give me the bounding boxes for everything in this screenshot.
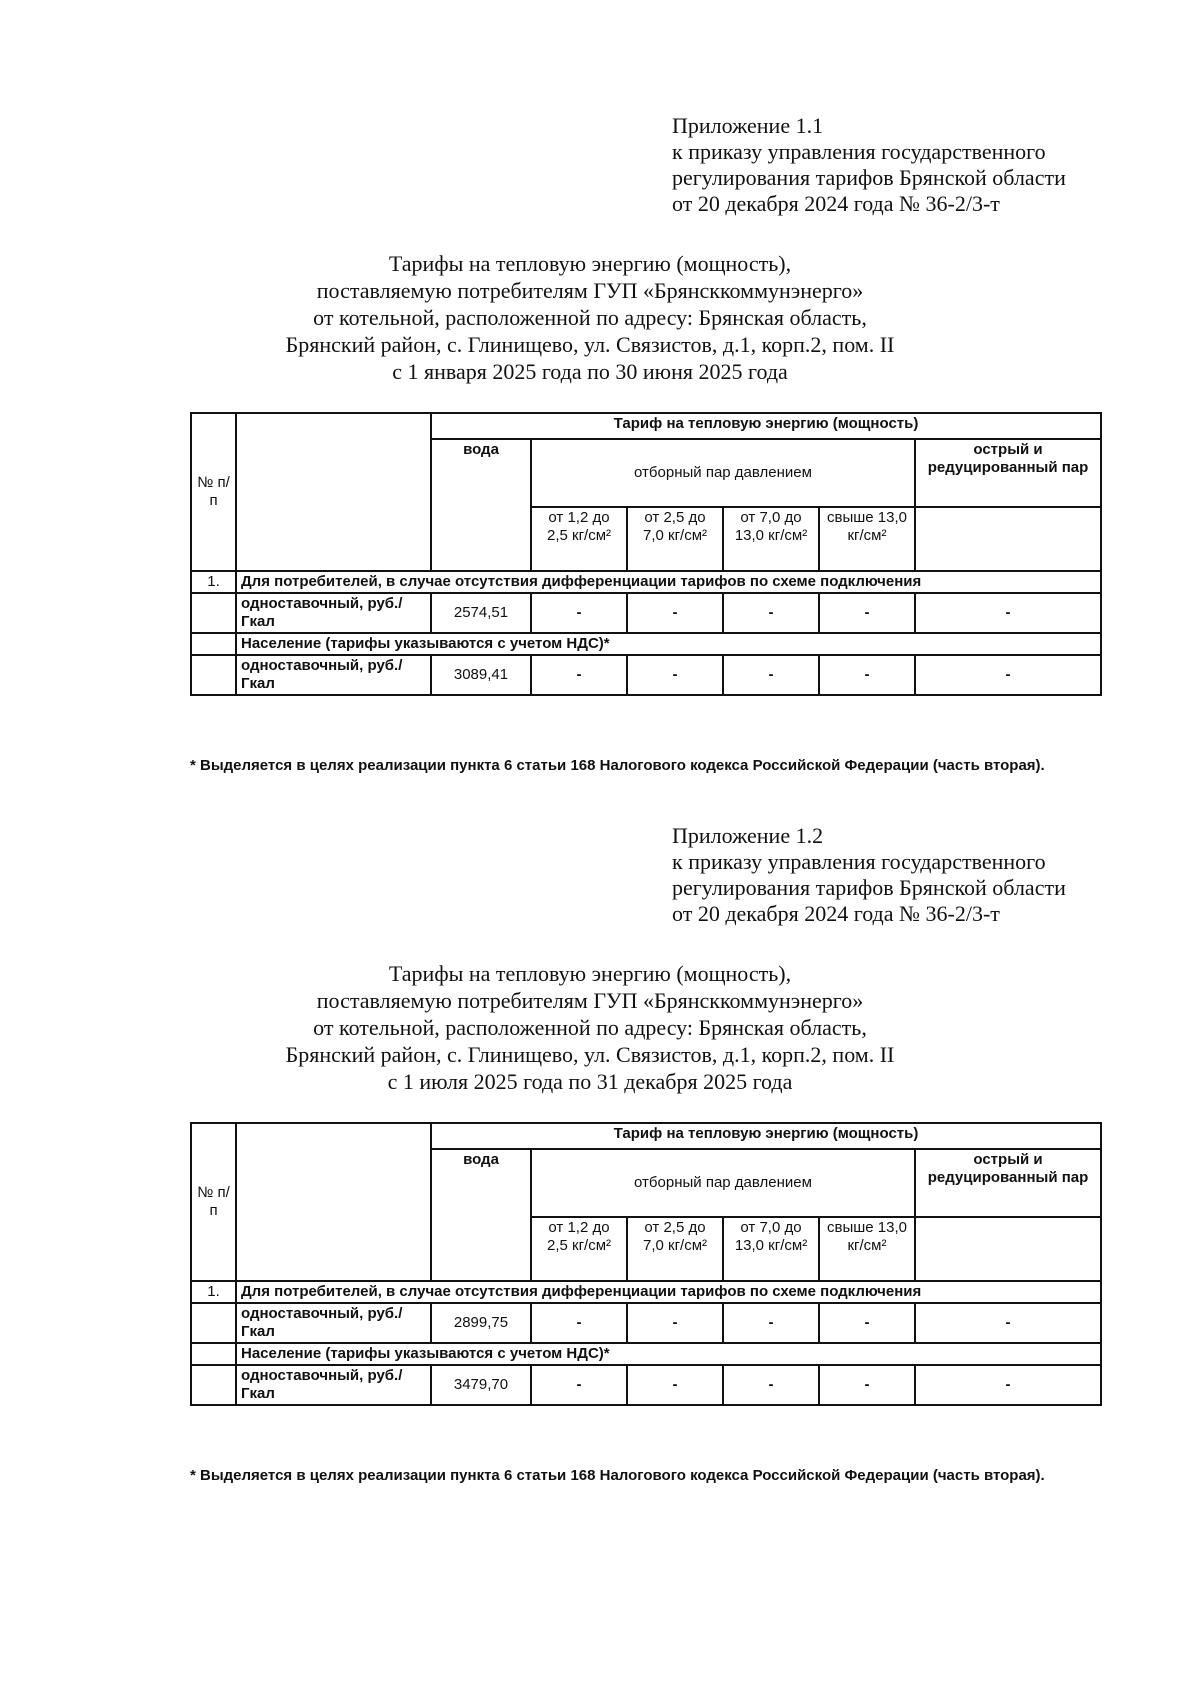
tariff-header: Тариф на тепловую энергию (мощность): [431, 1123, 1101, 1149]
pressure-1-header: от 1,2 до 2,5 кг/см²: [531, 507, 627, 571]
steam-header: отборный пар давлением: [531, 1149, 915, 1217]
sharp-steam-header: острый и редуцированный пар: [915, 1149, 1101, 1217]
appendix-line: регулирования тарифов Брянской области: [672, 165, 1066, 190]
dash-cell: -: [531, 593, 627, 633]
title-period: с 1 июля 2025 года по 31 декабря 2025 года: [387, 1069, 793, 1094]
sharp-steam-empty: [915, 507, 1101, 571]
consumer-group-row: Для потребителей, в случае отсутствия дифференциации тарифов по схеме подключения: [236, 1281, 1101, 1303]
title-line: Брянский район, с. Глинищево, ул. Связистов, д.1, корп.2, пом. II: [285, 1042, 895, 1067]
empty-cell: [191, 1303, 236, 1343]
appendix-line: от 20 декабря 2024 года № 36-2/3-т: [672, 901, 1000, 926]
pressure-1-header: от 1,2 до 2,5 кг/см²: [531, 1217, 627, 1281]
empty-cell: [191, 593, 236, 633]
sharp-steam-header: острый и редуцированный пар: [915, 439, 1101, 507]
row-number: 1.: [191, 1281, 236, 1303]
col-number-header: № п/п: [191, 1123, 236, 1281]
dash-cell: -: [915, 593, 1101, 633]
title-line: от котельной, расположенной по адресу: Брянская область,: [313, 305, 867, 330]
rate-label: одноставочный, руб./Гкал: [236, 1365, 431, 1405]
dash-cell: -: [627, 655, 723, 695]
pressure-3-header: от 7,0 до 13,0 кг/см²: [723, 507, 819, 571]
appendix-number: Приложение 1.2: [672, 823, 824, 848]
dash-cell: -: [915, 1365, 1101, 1405]
pressure-2-header: от 2,5 до 7,0 кг/см²: [627, 1217, 723, 1281]
footnote: * Выделяется в целях реализации пункта 6 статьи 168 Налогового кодекса Российской Федерации (часть вторая).: [190, 757, 1045, 774]
title-line: поставляемую потребителям ГУП «Брянсккоммунэнерго»: [316, 988, 864, 1013]
row-number: 1.: [191, 571, 236, 593]
appendix-line: к приказу управления государственного: [672, 849, 1046, 874]
title-line: поставляемую потребителям ГУП «Брянсккоммунэнерго»: [316, 278, 864, 303]
water-rate-value: 3479,70: [431, 1365, 531, 1405]
empty-cell: [191, 633, 236, 655]
document-title: [200, 960, 980, 1095]
dash-cell: -: [723, 1303, 819, 1343]
population-row: Население (тарифы указываются с учетом НДС)*: [236, 633, 1101, 655]
water-header: вода: [431, 1149, 531, 1281]
title-line: от котельной, расположенной по адресу: Брянская область,: [313, 1015, 867, 1040]
tariff-header: Тариф на тепловую энергию (мощность): [431, 413, 1101, 439]
pressure-4-header: свыше 13,0 кг/см²: [819, 1217, 915, 1281]
dash-cell: -: [819, 1303, 915, 1343]
population-row: Население (тарифы указываются с учетом НДС)*: [236, 1343, 1101, 1365]
title-line: Тарифы на тепловую энергию (мощность),: [388, 251, 792, 276]
appendix-line: от 20 декабря 2024 года № 36-2/3-т: [672, 191, 1000, 216]
col-name-header: [236, 1123, 431, 1281]
rate-label: одноставочный, руб./Гкал: [236, 1303, 431, 1343]
steam-header: отборный пар давлением: [531, 439, 915, 507]
dash-cell: -: [627, 593, 723, 633]
tariff-table: [190, 412, 1102, 696]
dash-cell: -: [723, 593, 819, 633]
dash-cell: -: [819, 593, 915, 633]
rate-label: одноставочный, руб./Гкал: [236, 655, 431, 695]
water-rate-value: 2899,75: [431, 1303, 531, 1343]
footnote: * Выделяется в целях реализации пункта 6 статьи 168 Налогового кодекса Российской Федерации (часть вторая).: [190, 1467, 1045, 1484]
tariff-table: [190, 1122, 1102, 1406]
col-name-header: [236, 413, 431, 571]
water-rate-value: 2574,51: [431, 593, 531, 633]
consumer-group-row: Для потребителей, в случае отсутствия дифференциации тарифов по схеме подключения: [236, 571, 1101, 593]
pressure-4-header: свыше 13,0 кг/см²: [819, 507, 915, 571]
empty-cell: [191, 1365, 236, 1405]
dash-cell: -: [723, 655, 819, 695]
pressure-3-header: от 7,0 до 13,0 кг/см²: [723, 1217, 819, 1281]
document-title: [200, 250, 980, 385]
dash-cell: -: [819, 1365, 915, 1405]
dash-cell: -: [723, 1365, 819, 1405]
dash-cell: -: [915, 655, 1101, 695]
appendix-header: [672, 823, 1066, 927]
dash-cell: -: [627, 1365, 723, 1405]
col-number-header: № п/п: [191, 413, 236, 571]
appendix-header: [672, 113, 1066, 217]
dash-cell: -: [819, 655, 915, 695]
dash-cell: -: [627, 1303, 723, 1343]
title-line: Тарифы на тепловую энергию (мощность),: [388, 961, 792, 986]
sharp-steam-empty: [915, 1217, 1101, 1281]
empty-cell: [191, 1343, 236, 1365]
rate-label: одноставочный, руб./Гкал: [236, 593, 431, 633]
dash-cell: -: [531, 1303, 627, 1343]
pressure-2-header: от 2,5 до 7,0 кг/см²: [627, 507, 723, 571]
appendix-number: Приложение 1.1: [672, 113, 824, 138]
title-line: Брянский район, с. Глинищево, ул. Связистов, д.1, корп.2, пом. II: [285, 332, 895, 357]
title-period: с 1 января 2025 года по 30 июня 2025 года: [392, 359, 788, 384]
empty-cell: [191, 655, 236, 695]
appendix-line: регулирования тарифов Брянской области: [672, 875, 1066, 900]
dash-cell: -: [915, 1303, 1101, 1343]
dash-cell: -: [531, 1365, 627, 1405]
dash-cell: -: [531, 655, 627, 695]
appendix-line: к приказу управления государственного: [672, 139, 1046, 164]
water-header: вода: [431, 439, 531, 571]
water-rate-value: 3089,41: [431, 655, 531, 695]
